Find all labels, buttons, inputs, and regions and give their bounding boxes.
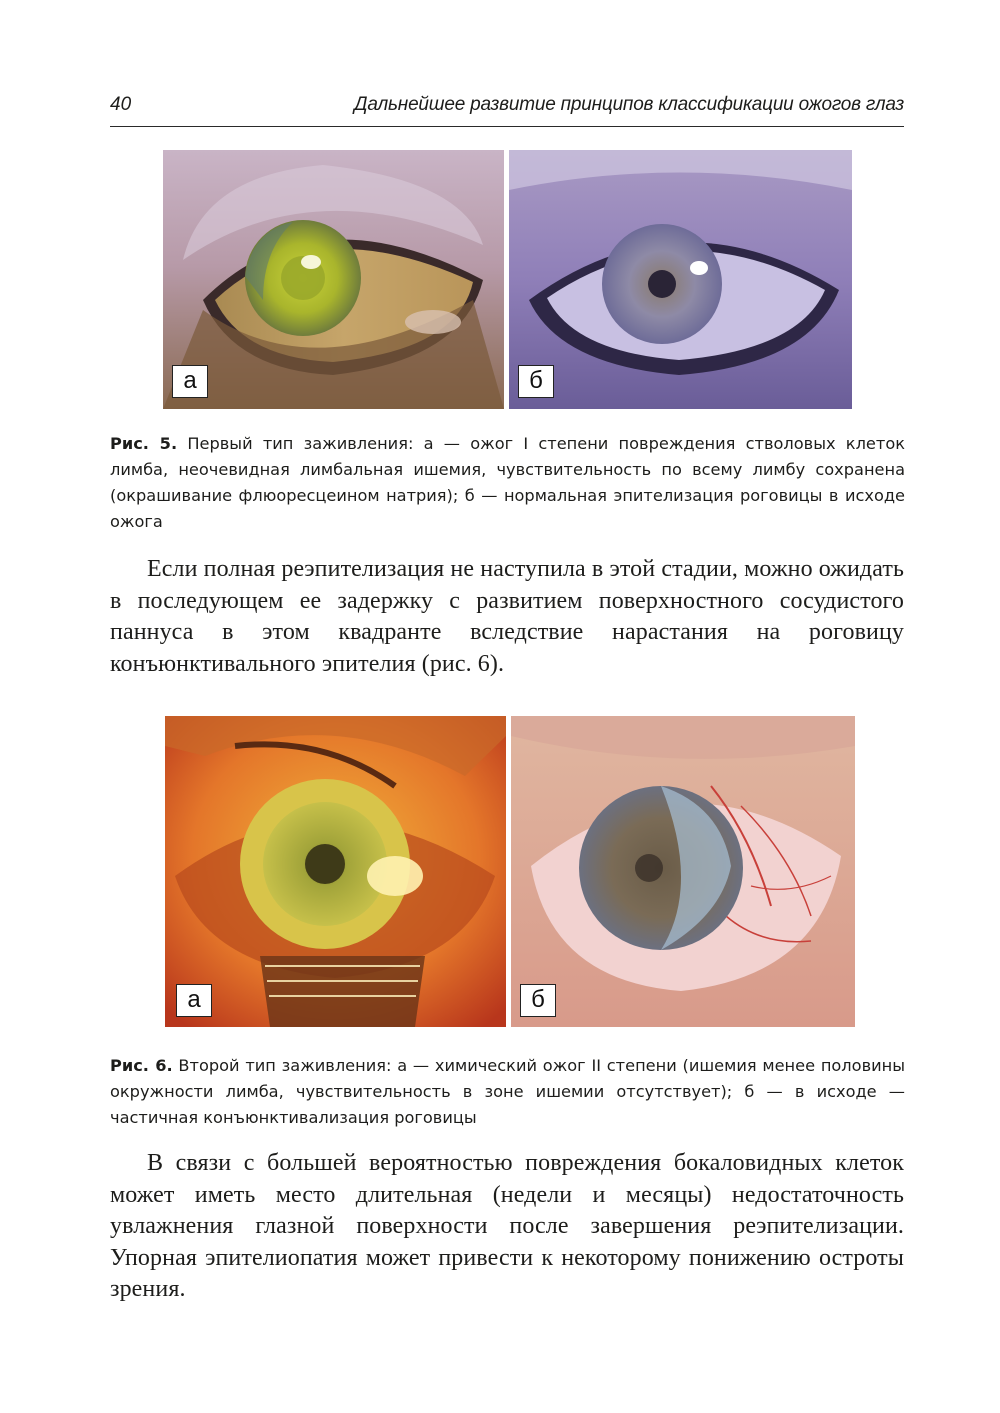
eye-photo-normal-epithelization [509,150,852,409]
eye-photo-fluorescein [163,150,504,409]
figure5-photo-a [163,150,504,409]
eye-photo-chemical-burn [165,716,506,1027]
figure5-caption-prefix: Рис. 5. [110,434,178,453]
panel-label-a: а [176,984,212,1017]
running-header [110,80,904,127]
running-title: Дальнейшее развитие принципов классификации ожогов глаз [354,94,904,115]
figure5-caption [110,431,905,535]
body-paragraph-2: В связи с большей вероятностью повреждения бокаловидных клеток может иметь место длительная (недели и месяцы) недостаточность увлажнения глазной поверхности после завершения реэпителизации. Упорная эпителиопатия может привести к некоторому понижению остроты зрения. [110,1150,904,1302]
figure6-photo-b [511,716,855,1027]
figure5-caption-text: Первый тип заживления: а — ожог I степени повреждения стволовых клеток лимба, неочевидная лимбальная ишемия, чувствительность по всему лимбу сохранена (окрашивание флюоресцеином натрия); б — нормальная эпителизация роговицы в исходе ожога [110,434,906,531]
page-number: 40 [110,94,132,115]
figure6-caption-text: Второй тип заживления: а — химический ожог II степени (ишемия менее половины окружности лимба, чувствительность в зоне ишемии отсутствует); б — в исходе — частичная конъюнктивализация роговицы [110,1056,905,1127]
panel-label-b: б [520,984,556,1017]
figure6-photo-a [165,716,506,1027]
panel-label-a: а [172,365,208,398]
figure6-caption-prefix: Рис. 6. [110,1056,173,1075]
figure5-photo-b [509,150,852,409]
panel-label-b: б [518,365,554,398]
body-paragraph-1: Если полная реэпителизация не наступила в этой стадии, можно ожидать в последующем ее задержку с развитием поверхностного сосудистого паннуса в этом квадранте вследствие нарастания на роговицу конъюнктивального эпителия (рис. 6). [110,556,904,677]
figure6-caption [110,1053,905,1131]
eye-photo-conjunctivalization [511,716,855,1027]
